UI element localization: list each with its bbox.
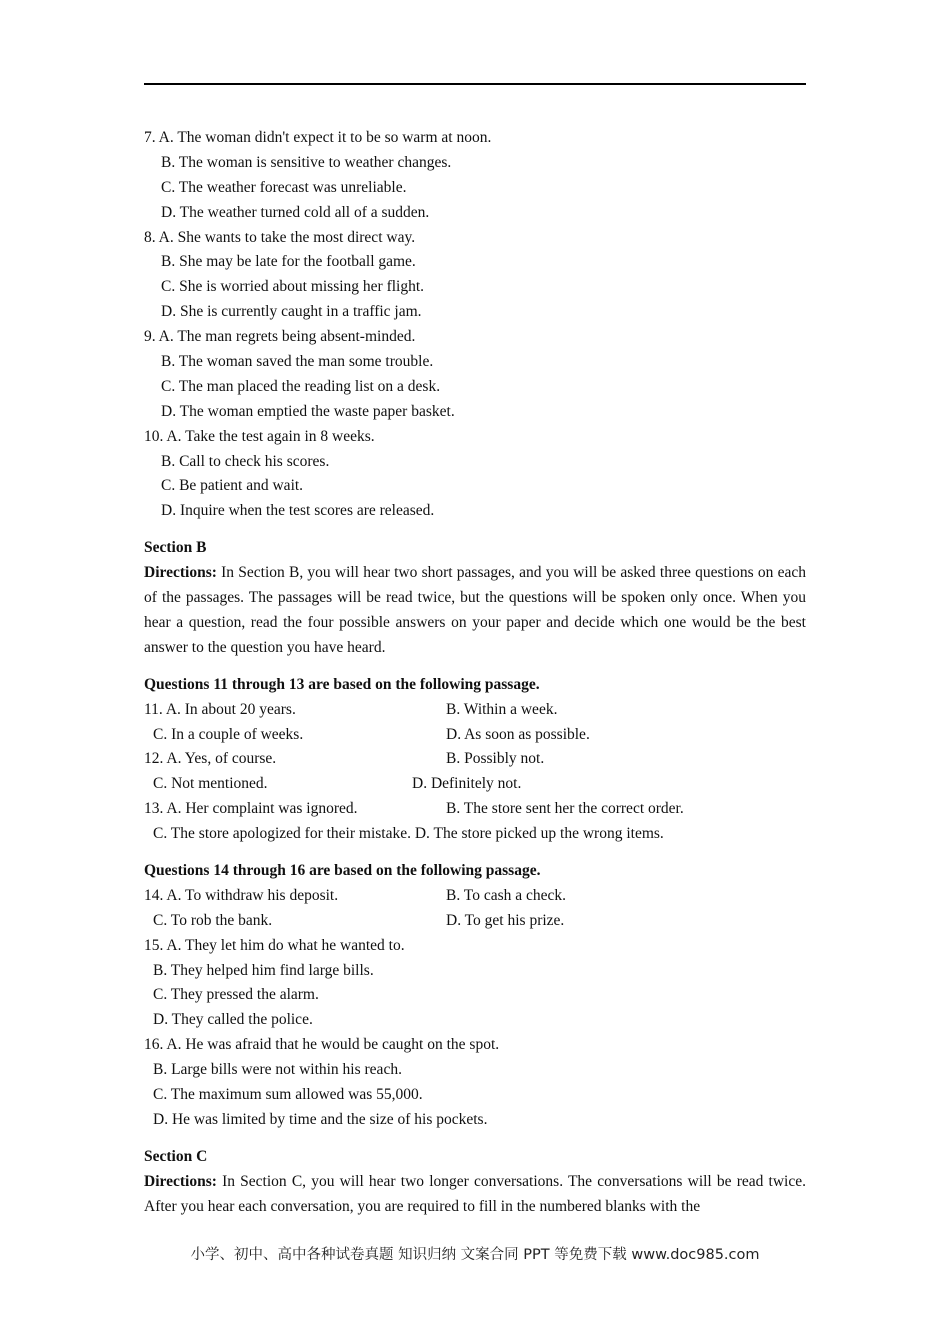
spacer [144, 524, 806, 536]
question-11-row-1 [144, 698, 806, 723]
question-12-option-c: C. Not mentioned. [153, 775, 268, 793]
question-9-option-d: D. The woman emptied the waste paper basket. [161, 402, 455, 420]
question-11-option-b: B. Within a week. [446, 700, 558, 718]
question-15-option-a: 15. A. They let him do what he wanted to. [144, 936, 405, 954]
question-11-option-c: C. In a couple of weeks. [153, 725, 304, 743]
question-13-option-b: B. The store sent her the correct order. [446, 800, 684, 818]
question-15-option-b: B. They helped him find large bills. [153, 961, 374, 979]
question-12-option-b: B. Possibly not. [446, 750, 545, 768]
footer-watermark: 小学、初中、高中各种试卷真题 知识归纳 文案合同 PPT 等免费下载 www.doc985.com [190, 1247, 760, 1263]
question-14-option-b: B. To cash a check. [446, 886, 567, 904]
question-10-option-c: C. Be patient and wait. [161, 477, 304, 495]
option-text: A. Take the test again in 8 weeks. [166, 427, 375, 445]
group-2-heading: Questions 14 through 16 are based on the following passage. [144, 862, 541, 879]
section-b-title: Section B [144, 539, 207, 557]
directions-label: Directions: [144, 564, 217, 582]
question-9-option-c: C. The man placed the reading list on a desk. [161, 377, 441, 395]
question-number: 8. [144, 228, 156, 246]
spacer [144, 661, 806, 673]
question-11-option-a: 11. A. In about 20 years. [144, 700, 296, 718]
question-14-row-2 [144, 909, 806, 934]
question-10-option-b: B. Call to check his scores. [161, 452, 330, 470]
question-11-option-d: D. As soon as possible. [446, 725, 590, 743]
header-rule [144, 83, 806, 85]
question-8-option-a [144, 226, 806, 251]
directions-text: In Section C, you will hear two longer conversations. The conversations will be read twice. After you hear each conversation, you are required to fill in the numbered blanks with the [144, 1172, 806, 1215]
question-16-option-b: B. Large bills were not within his reach. [153, 1061, 402, 1079]
group-1-heading: Questions 11 through 13 are based on the following passage. [144, 675, 540, 693]
question-9-option-a [144, 325, 806, 350]
question-12-option-d: D. Definitely not. [412, 775, 522, 793]
section-c-directions [144, 1170, 806, 1220]
question-16-option-a: 16. A. He was afraid that he would be caught on the spot. [144, 1036, 500, 1054]
question-7-option-b: B. The woman is sensitive to weather changes. [161, 153, 452, 171]
question-13-row-2: C. The store apologized for their mistake. D. The store picked up the wrong items. [153, 825, 664, 843]
section-c-title: Section C [144, 1147, 208, 1165]
question-16-option-c: C. The maximum sum allowed was 55,000. [153, 1086, 423, 1104]
question-7-option-c: C. The weather forecast was unreliable. [161, 178, 407, 196]
question-15-option-c: C. They pressed the alarm. [153, 986, 319, 1004]
question-10-option-d: D. Inquire when the test scores are released. [161, 502, 435, 520]
question-8-option-d: D. She is currently caught in a traffic jam. [161, 303, 422, 321]
question-14-option-a: 14. A. To withdraw his deposit. [144, 886, 339, 904]
question-14-option-d: D. To get his prize. [446, 911, 565, 929]
spacer [144, 1133, 806, 1145]
question-16-option-d: D. He was limited by time and the size of his pockets. [153, 1110, 488, 1128]
question-number: 10. [144, 427, 164, 445]
question-13-option-a: 13. A. Her complaint was ignored. [144, 800, 358, 818]
question-number: 9. [144, 328, 156, 346]
question-13-row-1 [144, 797, 806, 822]
question-8-option-b: B. She may be late for the football game. [161, 253, 416, 271]
question-14-option-c: C. To rob the bank. [153, 911, 273, 929]
question-7-option-a [144, 126, 806, 151]
section-b-directions [144, 561, 806, 661]
spacer [144, 847, 806, 859]
option-text: A. The woman didn't expect it to be so warm at noon. [158, 129, 492, 146]
question-12-row-2 [144, 772, 806, 797]
question-11-row-2 [144, 723, 806, 748]
question-7-option-d: D. The weather turned cold all of a sudden. [161, 203, 430, 221]
question-10-option-a [144, 425, 806, 450]
question-14-row-1 [144, 884, 806, 909]
question-9-option-b: B. The woman saved the man some trouble. [161, 353, 434, 371]
question-15-option-d: D. They called the police. [153, 1011, 313, 1029]
question-12-option-a: 12. A. Yes, of course. [144, 750, 277, 768]
option-text: A. The man regrets being absent-minded. [158, 328, 416, 346]
directions-label: Directions: [144, 1172, 217, 1190]
document-page [144, 126, 806, 1220]
question-12-row-1 [144, 747, 806, 772]
option-text: A. She wants to take the most direct way. [158, 228, 416, 246]
question-number: 7. [144, 129, 156, 146]
directions-text: In Section B, you will hear two short passages, and you will be asked three questions on each of the passages. The passages will be read twice, but the questions will be spoken only once. When you hear a question, read the four possible answers on your paper and decide which one would be the best answer to the question you have heard. [144, 564, 806, 656]
question-8-option-c: C. She is worried about missing her flight. [161, 278, 425, 296]
